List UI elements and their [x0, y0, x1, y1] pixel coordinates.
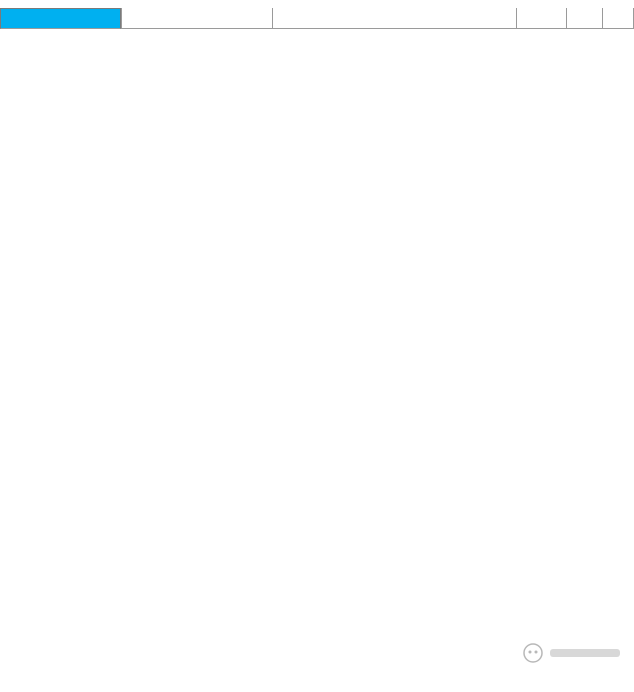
chapter-list-header[interactable]	[121, 8, 272, 29]
progress-header[interactable]	[602, 8, 634, 29]
header-row	[0, 8, 634, 26]
duration-header[interactable]	[516, 8, 566, 29]
course-title-cell[interactable]	[0, 8, 121, 29]
header-blank-cell[interactable]	[272, 8, 516, 29]
watermark-logo	[520, 640, 630, 666]
header-blank-cell[interactable]	[566, 8, 602, 29]
